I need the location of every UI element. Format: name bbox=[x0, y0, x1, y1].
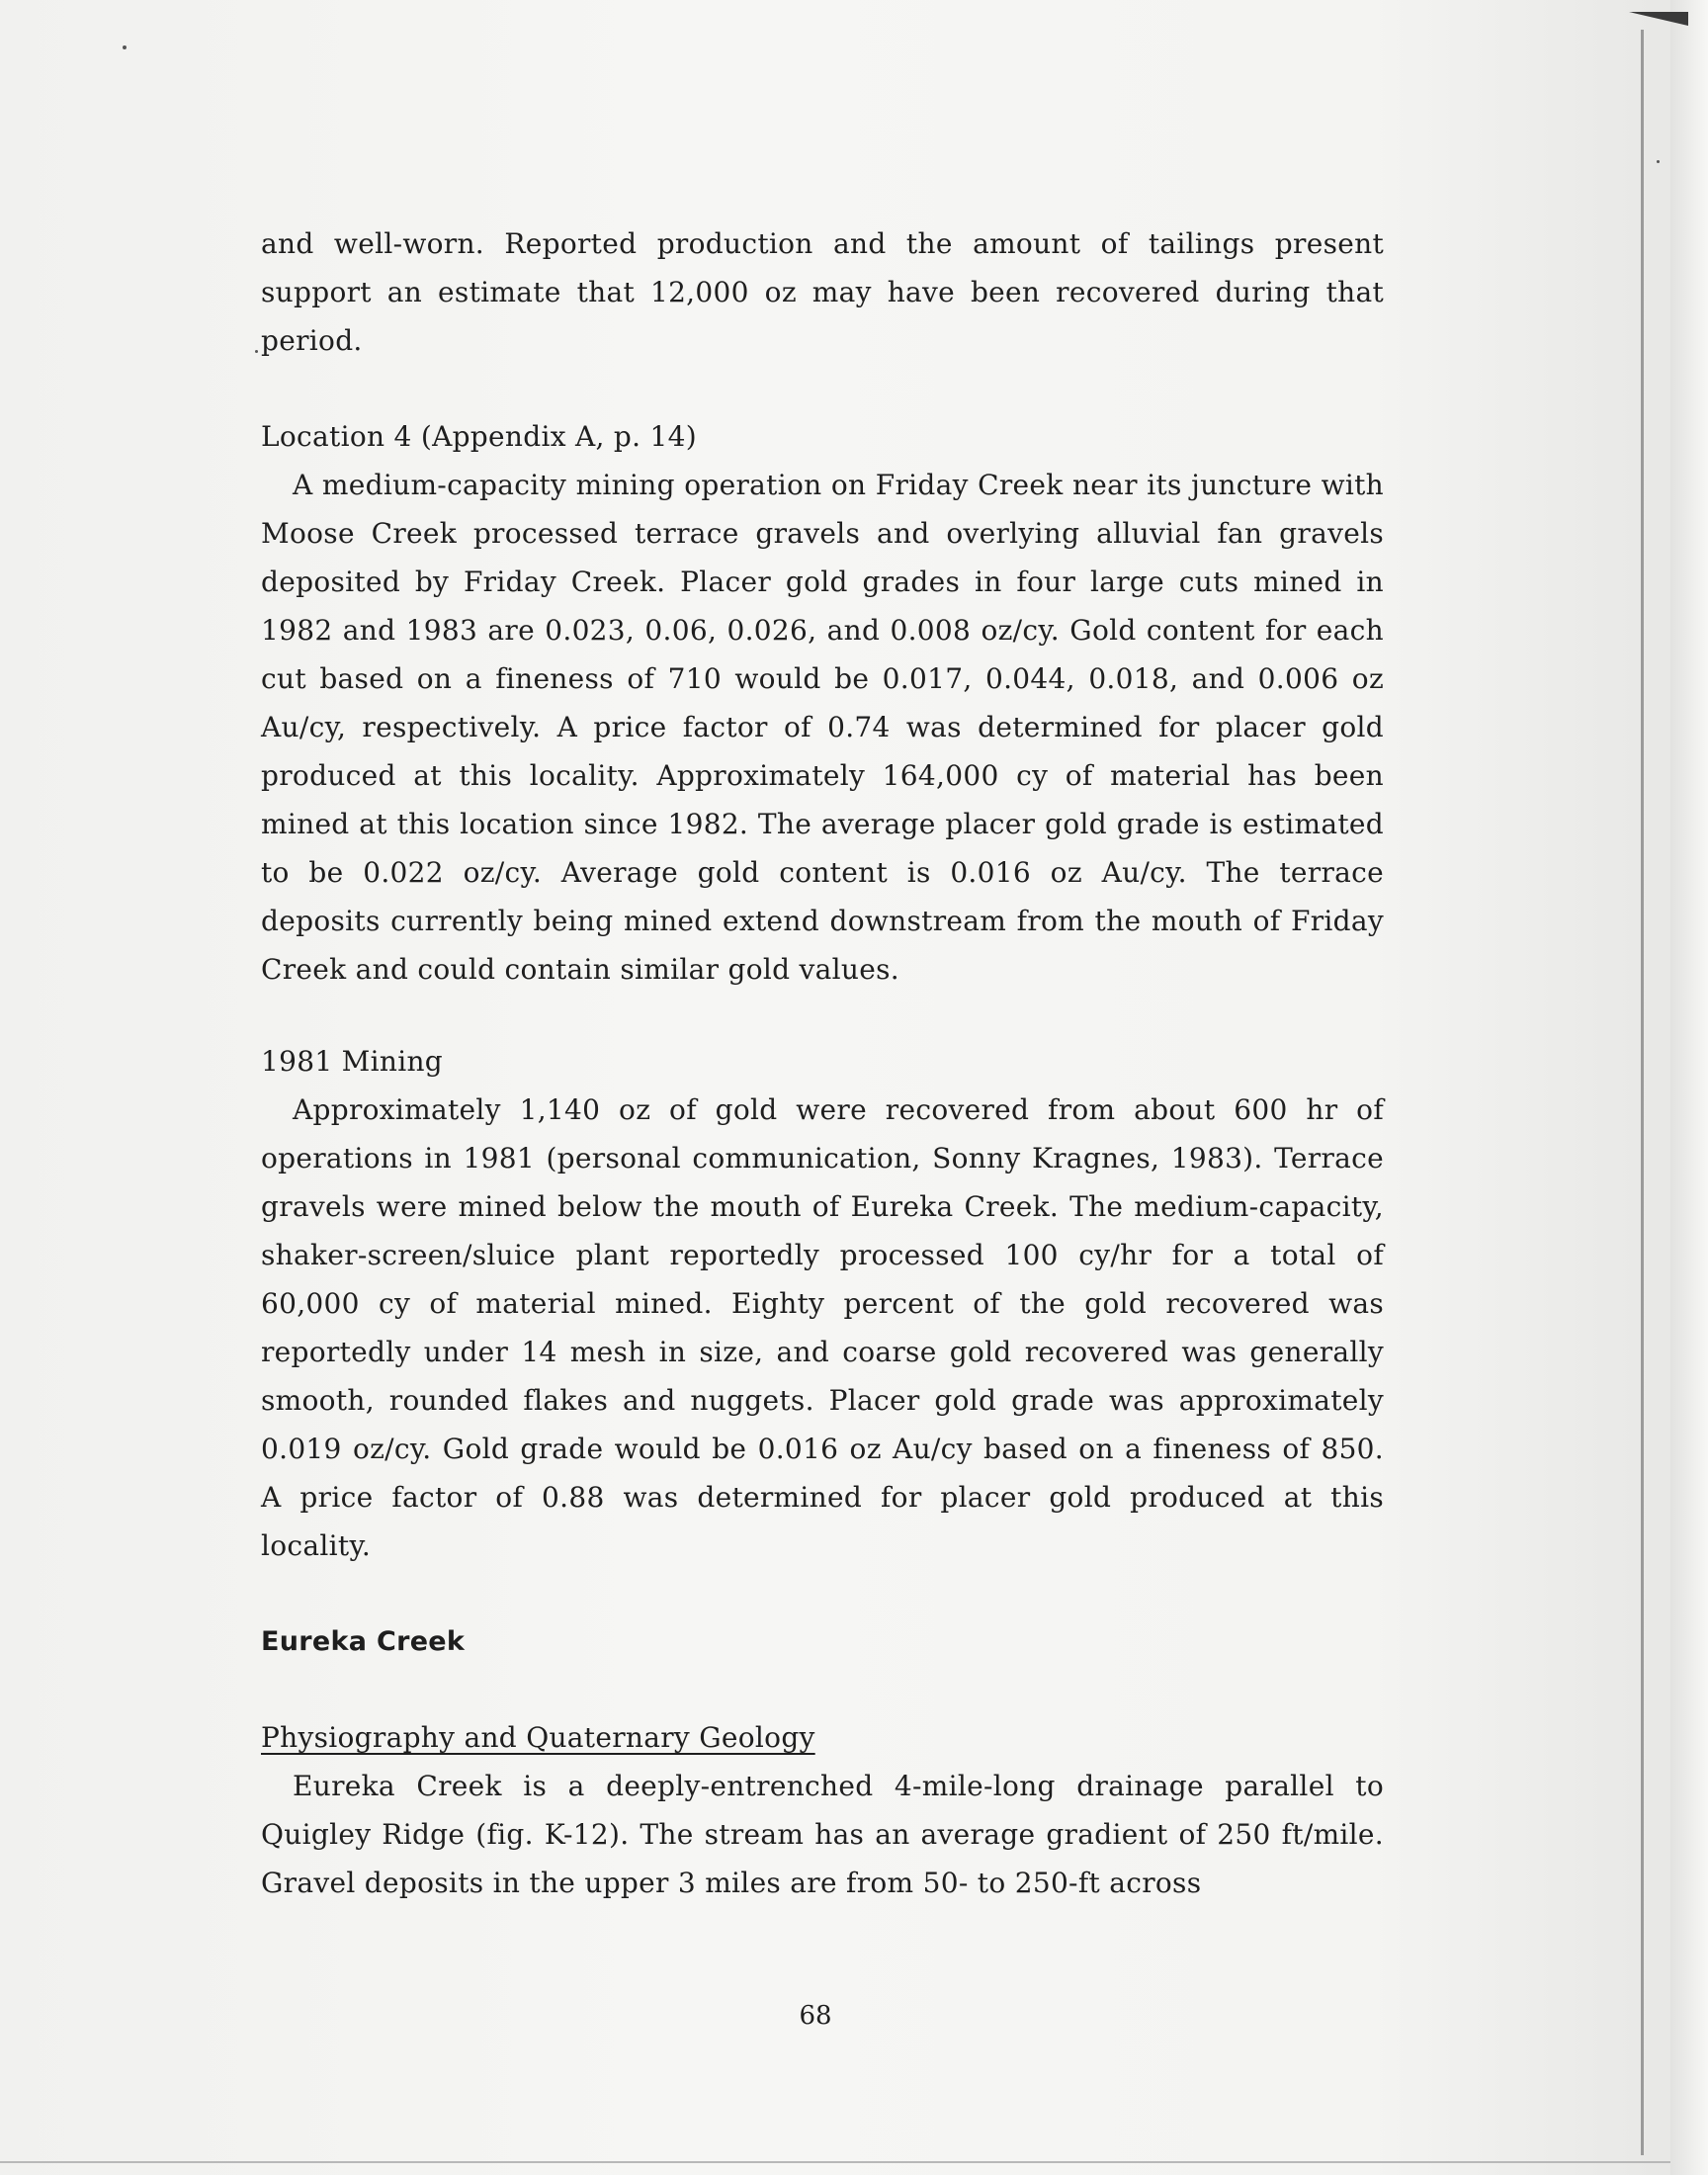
scan-speck bbox=[255, 350, 258, 353]
spacer bbox=[261, 365, 1384, 412]
page-edge-shadow bbox=[1670, 0, 1708, 2175]
mining-1981-paragraph: Approximately 1,140 oz of gold were recovered from about 600 hr of operations in 1981 (personal communication, Sonny Kragnes, 1983). Terrace gravels were mined below the mouth of Eureka Creek. The medium-capacity, shaker-screen/sluice plant reportedly processed 100 cy/hr for a total of 60,000 cy of material mined. Eighty percent of the gold recovered was reportedly under 14 mesh in size, and coarse gold recovered was generally smooth, rounded flakes and nuggets. Placer gold grade was approximately 0.019 oz/cy. Gold grade would be 0.016 oz Au/cy based on a fineness of 850. A price factor of 0.88 was determined for placer gold produced at this locality. bbox=[261, 1093, 1384, 1562]
corner-fold bbox=[1629, 12, 1688, 26]
page-number: 68 bbox=[799, 2001, 832, 2031]
scan-speck bbox=[1657, 160, 1660, 163]
scan-speck bbox=[123, 45, 127, 49]
page-right-border bbox=[1641, 30, 1644, 2155]
page-bottom-border bbox=[0, 2161, 1670, 2163]
spacer bbox=[261, 1570, 1384, 1617]
paragraph-continuation: and well-worn. Reported production and the amount of tailings present support an estimate that 12,000 oz may have been recovered during that period. bbox=[261, 227, 1384, 357]
spacer bbox=[261, 1666, 1384, 1713]
eureka-creek-section-title: Eureka Creek bbox=[261, 1626, 466, 1657]
mining-1981-heading: 1981 Mining bbox=[261, 1045, 444, 1078]
location-4-heading: Location 4 (Appendix A, p. 14) bbox=[261, 420, 698, 453]
eureka-creek-paragraph: Eureka Creek is a deeply-entrenched 4-mile-long drainage parallel to Quigley Ridge (fig. K-12). The stream has an average gradient of 250 ft/mile. Gravel deposits in the upper 3 miles are from 50- to 250-ft across bbox=[261, 1770, 1384, 1899]
location-4-paragraph: A medium-capacity mining operation on Friday Creek near its juncture with Moose Creek processed terrace gravels and overlying alluvial fan gravels deposited by Friday Creek. Placer gold grades in four large cuts mined in 1982 and 1983 are 0.023, 0.06, 0.026, and 0.008 oz/cy. Gold content for each cut based on a fineness of 710 would be 0.017, 0.044, 0.018, and 0.006 oz Au/cy, respectively. A price factor of 0.74 was determined for placer gold produced at this locality. Approximately 164,000 cy of material has been mined at this location since 1982. The average placer gold grade is estimated to be 0.022 oz/cy. Average gold content is 0.016 oz Au/cy. The terrace deposits currently being mined extend downstream from the mouth of Friday Creek and could contain similar gold values. bbox=[261, 469, 1384, 986]
document-body bbox=[261, 219, 1384, 1907]
physiography-subheading: Physiography and Quaternary Geology bbox=[261, 1721, 815, 1754]
spacer bbox=[261, 994, 1384, 1037]
